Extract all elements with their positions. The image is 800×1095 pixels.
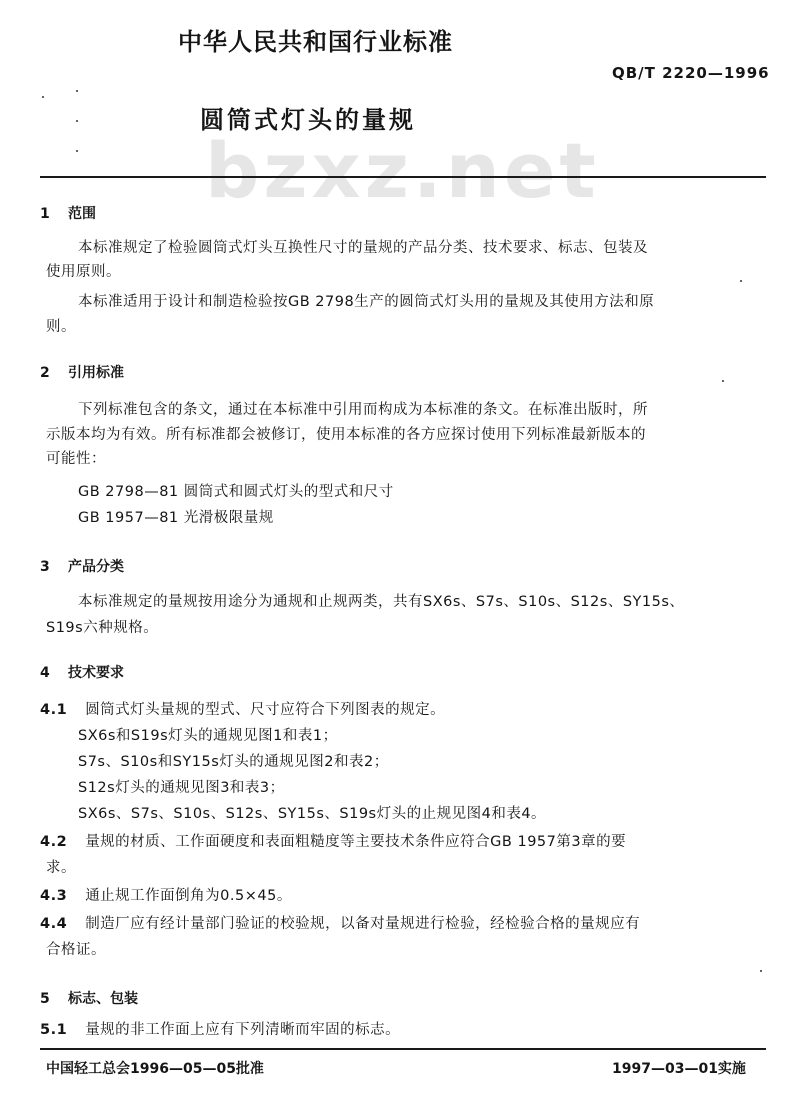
scan-speck — [76, 90, 78, 92]
clause-text: 圆筒式灯头量规的型式、尺寸应符合下列图表的规定。 — [85, 702, 446, 718]
section-number: 5 — [40, 991, 50, 1007]
clause-text: 量规的材质、工作面硬度和表面粗糙度等主要技术条件应符合GB 1957第3章的要 — [85, 834, 627, 850]
section-2-paragraph-line-3: 可能性： — [46, 451, 106, 467]
scan-speck — [722, 380, 724, 382]
section-2-paragraph-line-2: 示版本均为有效。所有标准都会被修订，使用本标准的各方应探讨使用下列标准最新版本的 — [46, 427, 646, 443]
clause-number: 4.1 — [40, 702, 68, 718]
clause-4-3 — [40, 884, 292, 908]
scan-speck — [76, 120, 78, 122]
clause-number: 4.2 — [40, 834, 68, 850]
clause-number: 4.3 — [40, 888, 68, 904]
scan-speck — [76, 150, 78, 152]
clause-text: 通止规工作面倒角为0.5×45。 — [85, 888, 292, 904]
scan-speck — [740, 280, 742, 282]
section-number: 3 — [40, 559, 50, 575]
clause-4-4-continuation: 合格证。 — [46, 942, 106, 958]
header-divider — [40, 176, 766, 178]
section-title: 引用标准 — [68, 365, 124, 381]
clause-text: 制造厂应有经计量部门验证的校验规，以备对量规进行检验，经检验合格的量规应有 — [85, 916, 641, 932]
section-5-heading — [40, 988, 138, 1008]
section-1-heading — [40, 203, 96, 223]
clause-4-1-item-3: S12s灯头的通规见图3和表3； — [78, 780, 285, 796]
clause-4-1-item-2: S7s、S10s和SY15s灯头的通规见图2和表2； — [78, 754, 389, 770]
clause-5-1 — [40, 1018, 400, 1042]
document-title: 圆筒式灯头的量规 — [200, 106, 416, 134]
clause-4-4 — [40, 912, 640, 936]
section-1-paragraph-2-line-1: 本标准适用于设计和制造检验按GB 2798生产的圆筒式灯头用的量规及其使用方法和原 — [78, 294, 655, 310]
reference-standard-2: GB 1957—81 光滑极限量规 — [78, 510, 274, 526]
section-title: 标志、包装 — [68, 991, 138, 1007]
clause-text: 量规的非工作面上应有下列清晰而牢固的标志。 — [85, 1022, 401, 1038]
clause-number: 4.4 — [40, 916, 68, 932]
approval-date: 中国轻工总会1996—05—05批准 — [46, 1061, 264, 1077]
section-2-paragraph-line-1: 下列标准包含的条文，通过在本标准中引用而构成为本标准的条文。在标准出版时，所 — [78, 402, 648, 418]
section-title: 产品分类 — [68, 559, 124, 575]
section-3-heading — [40, 556, 124, 576]
clause-4-2 — [40, 830, 626, 854]
watermark: bzxz.net — [205, 126, 600, 215]
scan-speck — [42, 96, 44, 98]
section-2-heading — [40, 362, 124, 382]
reference-standard-1: GB 2798—81 圆筒式和圆式灯头的型式和尺寸 — [78, 484, 394, 500]
section-4-heading — [40, 662, 124, 682]
section-number: 4 — [40, 665, 50, 681]
clause-4-2-continuation: 求。 — [46, 860, 76, 876]
section-number: 1 — [40, 206, 50, 222]
clause-number: 5.1 — [40, 1022, 68, 1038]
section-3-paragraph-line-1: 本标准规定的量规按用途分为通规和止规两类，共有SX6s、S7s、S10s、S12s、SY15s、 — [78, 594, 685, 610]
section-3-paragraph-line-2: S19s六种规格。 — [46, 620, 159, 636]
section-1-paragraph-2-line-2: 则。 — [46, 319, 76, 335]
section-1-paragraph-1-line-1: 本标准规定了检验圆筒式灯头互换性尺寸的量规的产品分类、技术要求、标志、包装及 — [78, 240, 648, 256]
clause-4-1 — [40, 698, 445, 722]
section-number: 2 — [40, 365, 50, 381]
section-title: 范围 — [68, 206, 96, 222]
issuing-body-header: 中华人民共和国行业标准 — [178, 28, 453, 56]
section-title: 技术要求 — [68, 665, 124, 681]
section-1-paragraph-1-line-2: 使用原则。 — [46, 264, 121, 280]
scan-speck — [760, 970, 762, 972]
clause-4-1-item-1: SX6s和S19s灯头的通规见图1和表1； — [78, 728, 338, 744]
clause-4-1-item-4: SX6s、S7s、S10s、S12s、SY15s、S19s灯头的止规见图4和表4。 — [78, 806, 547, 822]
footer-divider — [40, 1048, 766, 1050]
effective-date: 1997—03—01实施 — [612, 1061, 746, 1077]
standard-number: QB/T 2220—1996 — [612, 64, 770, 82]
